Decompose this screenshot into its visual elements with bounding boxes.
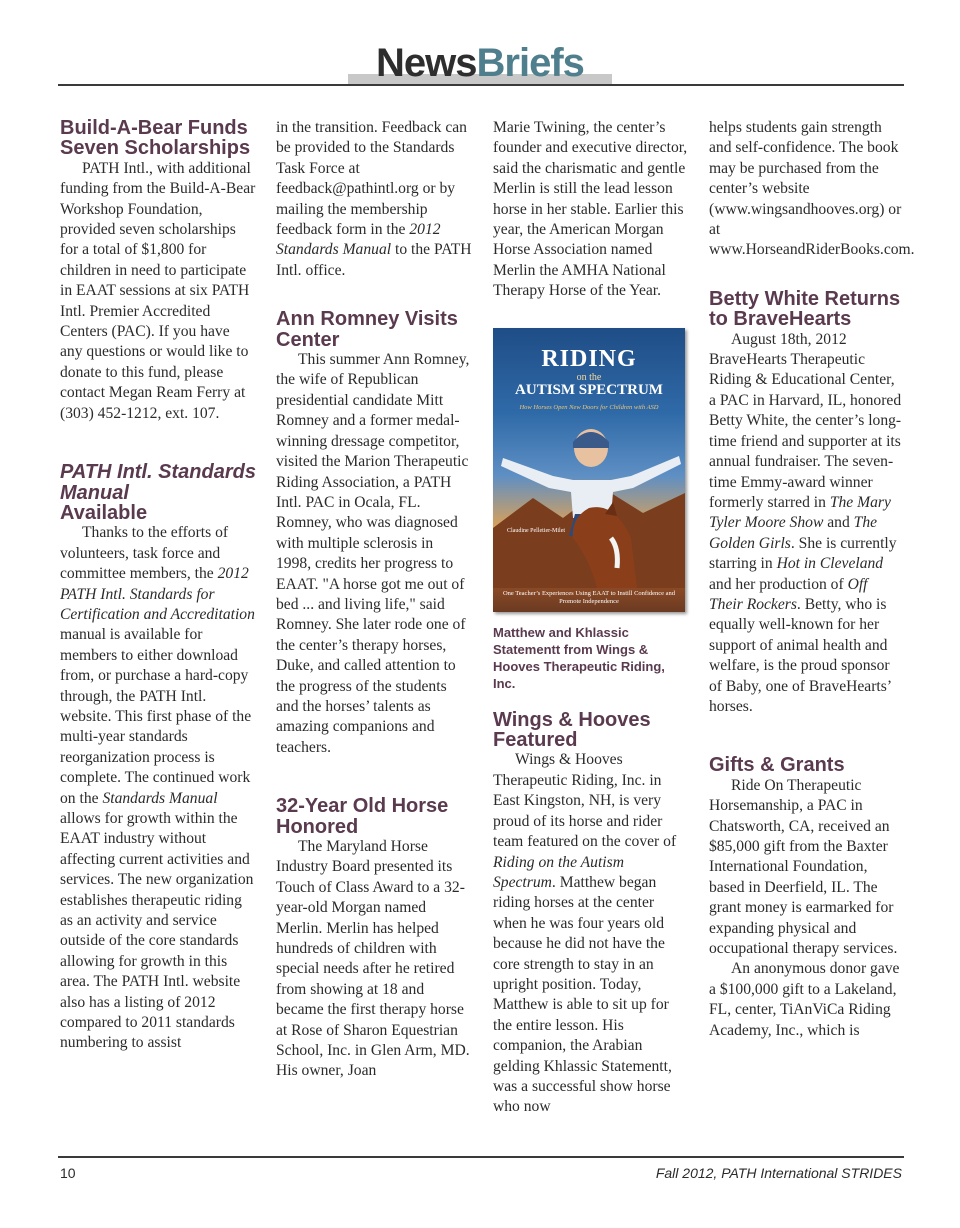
masthead [0, 41, 960, 88]
heading-gifts-grants: Gifts & Grants [709, 754, 845, 777]
publication-info: Fall 2012, PATH International STRIDES [655, 1165, 902, 1181]
section-title-briefs: Briefs [476, 41, 584, 85]
column-1 [60, 118, 256, 1054]
text-run: Thanks to the efforts of volunteers, task force and committee members, the [60, 524, 229, 583]
paragraph-ann-romney: This summer Ann Romney, the wife of Republican presidential candidate Mitt Romney and a former medal-winning dressage competitor, visited the Marion Therapeutic Riding Association, a PATH Intl. PAC in Ocala, FL. Romney, who was diagnosed with multiple sclerosis in 1998, credits her progress to EAAT. "A horse got me out of bed ... and living life," said Romney. She later rode one of the center’s therapy horses, Duke, and called attention to the progress of the students and the horses’ talents as amazing companions and teachers. [276, 351, 470, 756]
italic-title: 2012 PATH Intl. Standards for Certification and Accreditation [60, 565, 255, 623]
italic-title: 2012 Standards Manual [276, 221, 441, 259]
column-3 [493, 118, 689, 1118]
text-run: allows for growth within the EAAT industry without affecting current activities and services. The new organization establishes therapeutic riding as an activity and service outside of the core standards allowing for growth in this area. The PATH Intl. website also has a listing of 2012 compared to 2011 standards numbering to assist [60, 810, 254, 1052]
italic-title: Off Their Rockers [709, 575, 868, 613]
page-number: 10 [60, 1165, 76, 1181]
heading-ann-romney: Ann Romney Visits Center [276, 308, 458, 351]
heading-32-year-old-horse: 32-Year Old Horse Honored [276, 795, 449, 838]
footer-rule [58, 1156, 904, 1158]
cover-title-main: AUTISM SPECTRUM [515, 381, 663, 398]
heading-standards-manual [60, 462, 256, 523]
paragraph-wings-continued: helps students gain strength and self-confidence. The book may be purchased from the center’s website (www.wingsandhooves.org) or at www.HorseandRiderBooks.com. [709, 119, 915, 259]
italic-title: Riding on the Autism Spectrum [493, 853, 624, 891]
paragraph-wings-hooves [493, 750, 689, 1117]
text-run: Wings & Hooves Therapeutic Riding, Inc. in East Kingston, NH, is very proud of its horse and rider team featured on the cover of [493, 751, 677, 851]
text-run: in the transition. Feedback can be provided to the Standards Task Force at feedback@pathintl.org or by mailing the membership feedback form in the [276, 119, 467, 239]
heading-build-a-bear: Build-A-Bear Funds Seven Scholarships [60, 117, 251, 160]
text-run: . She is currently starring in [709, 534, 897, 573]
paragraph-merlin-continued: Marie Twining, the center’s founder and executive director, said the charismatic and gentle Merlin is still the lead lesson horse in her stable. Earlier this year, the American Morgan Horse Association named Merlin the AMHA National Therapy Horse of the Year. [493, 119, 688, 300]
cover-subtitle: How Horses Open New Doors for Children with ASD [519, 403, 659, 411]
text-run: . Matthew began riding horses at the center when he was four years old because he did not have the core strength to stay in an upright position. Today, Matthew is able to sit up for the entire lesson. His companion, the Arabian gelding Khlassic Statementt, was a successful show horse who now [493, 873, 672, 1116]
paragraph-gifts-grants-2: An anonymous donor gave a $100,000 gift to a Lakeland, FL, center, TiAnViCa Riding Academy, Inc., which is [709, 960, 900, 1039]
paragraph-standards-continued [276, 118, 472, 281]
cover-title: RIDING [541, 345, 637, 372]
rider-illustration [493, 418, 685, 588]
italic-title: Standards Manual [102, 789, 218, 807]
cover-title-connector: on the [576, 371, 602, 383]
paragraph-32-year-old-horse: The Maryland Horse Industry Board presented its Touch of Class Award to a 32-year-old Morgan named Merlin. Merlin has helped hundreds of children with special needs after he retired from showing at 18 and became the first therapy horse at Rose of Sharon Equestrian School, Inc. in Glen Arm, MD. His owner, Joan [276, 838, 470, 1080]
paragraph-build-a-bear: PATH Intl., with additional funding from the Build-A-Bear Workshop Foundation, provided seven scholarships for a total of $1,800 for children in need to participate in EAAT sessions at six PATH Intl. Premier Accredited Centers (PAC). If you have any questions or would like to donate to this fund, please contact Megan Ream Ferry at (303) 452-1212, ext. 107. [60, 159, 256, 422]
italic-title: The Mary Tyler Moore Show [709, 493, 891, 532]
book-cover-image [493, 328, 685, 612]
text-run: and her production of [709, 575, 848, 593]
section-title [0, 40, 960, 86]
text-run: . Betty, who is equally well-known for her support of animal health and welfare, is the proud sponsor of Baby, one of BraveHearts’ horses. [709, 595, 891, 715]
heading-standards-manual-italic: PATH Intl. Standards Manual [60, 461, 256, 504]
image-caption: Matthew and Khlassic Statementt from Wings & Hooves Therapeutic Riding, Inc. [493, 624, 665, 691]
heading-betty-white: Betty White Returns to BraveHearts [709, 287, 901, 331]
column-4 [709, 118, 915, 1041]
heading-wings-hooves: Wings & Hooves Featured [493, 708, 651, 752]
italic-title: The Golden Girls [709, 514, 878, 552]
text-run: August 18th, 2012 BraveHearts Therapeutic Riding & Educational Center, a PAC in Harvard, IL, honored Betty White, the center’s long-time friend and supporter at its annual fundraiser. The seven-time Emmy-award winner formerly starred in [709, 330, 902, 511]
cover-author: Claudine Pelletier-Milet [507, 527, 566, 534]
heading-standards-manual-rest: Available [60, 501, 148, 524]
text-run: to the PATH Intl. office. [276, 241, 472, 279]
paragraph-standards-manual [60, 523, 256, 1054]
italic-title: Hot in Cleveland [776, 555, 884, 573]
paragraph-gifts-grants-1: Ride On Therapeutic Horsemanship, a PAC in Chatsworth, CA, received an $85,000 gift from the Baxter International Foundation, based in Deerfield, IL. The grant money is earmarked for expanding physical and occupational therapy services. [709, 776, 898, 958]
paragraph-betty-white [709, 330, 905, 718]
column-2 [276, 118, 472, 1082]
cover-tagline: One Teacher’s Experiences Using EAAT to Instill Confidence and Promote Independence [502, 589, 676, 605]
text-run: manual is available for members to either download from, or purchase a hard-copy through, the PATH Intl. website. This first phase of the multi-year standards reorganization process is complete. The continued work on the [60, 626, 252, 807]
section-title-news: News [376, 41, 477, 85]
text-run: and [823, 514, 854, 532]
